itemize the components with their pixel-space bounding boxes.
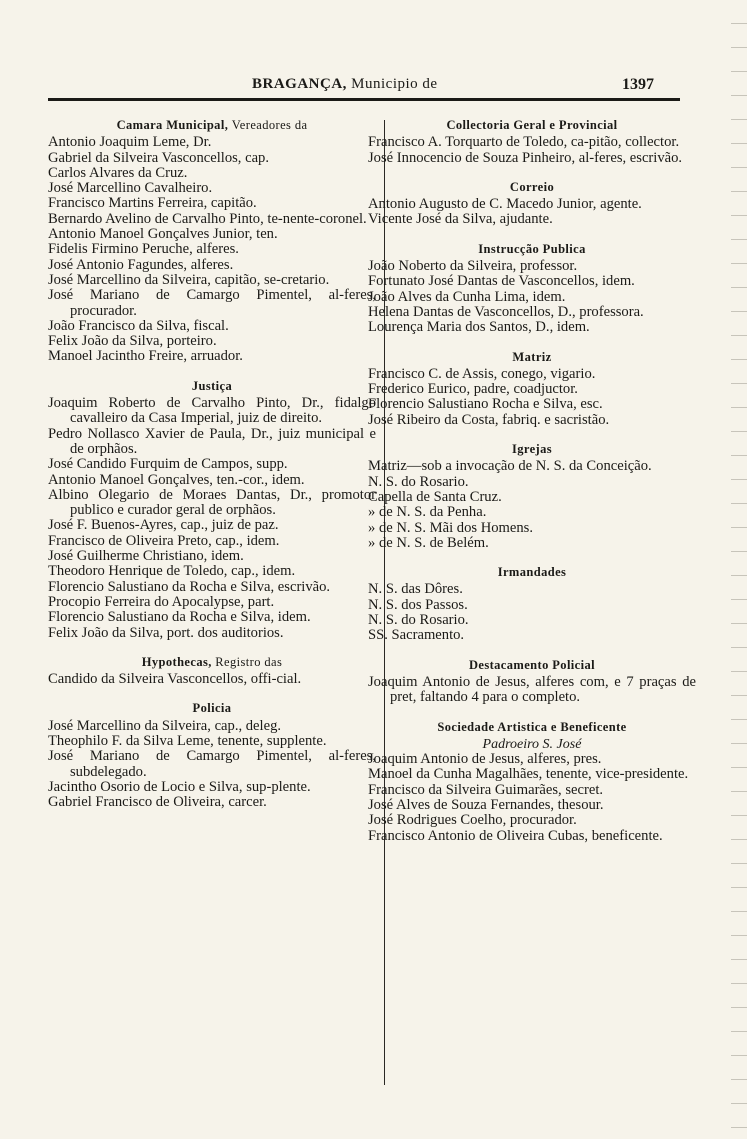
directory-entry: João Francisco da Silva, fiscal. bbox=[48, 317, 229, 334]
directory-entry: N. S. do Rosario. bbox=[368, 612, 469, 629]
section-heading-text: Sociedade Artistica e Beneficente bbox=[437, 719, 627, 734]
directory-entry: Theophilo F. da Silva Leme, tenente, supplente. bbox=[48, 732, 327, 749]
section-policia bbox=[48, 701, 376, 810]
directory-entry: Albino Olegario de Moraes Dantas, Dr., promotor publico e curador geral de orphãos. bbox=[48, 486, 376, 519]
directory-entry: Joaquim Antonio de Jesus, alferes com, e 7 praças de pret, faltando 4 para o completo. bbox=[368, 673, 696, 706]
directory-entry: José Marcellino da Silveira, capitão, se-cretario. bbox=[48, 271, 330, 288]
directory-entry: Capella de Santa Cruz. bbox=[368, 488, 502, 505]
directory-entry: João Alves da Cunha Lima, idem. bbox=[368, 288, 566, 305]
section-heading-text: Collectoria Geral e Provincial bbox=[446, 118, 618, 132]
directory-entry: Manoel da Cunha Magalhães, tenente, vice-presidente. bbox=[368, 766, 689, 783]
directory-entry: Florencio Salustiano da Rocha e Silva, escrivão. bbox=[48, 578, 331, 595]
directory-entry: Florencio Salustiano da Rocha e Silva, idem. bbox=[48, 609, 311, 626]
section-sociedade-artistica-e-beneficente bbox=[368, 720, 696, 844]
directory-entry: José Innocencio de Souza Pinheiro, al-feres, escrivão. bbox=[368, 149, 683, 166]
section-heading-suffix: Registro das bbox=[215, 654, 283, 669]
directory-entry: José Mariano de Camargo Pimentel, al-feres, procurador. bbox=[48, 287, 376, 319]
section-heading bbox=[48, 379, 376, 394]
section-destacamento-policial bbox=[368, 658, 696, 706]
directory-entry: Francisco Antonio de Oliveira Cubas, beneficente. bbox=[368, 827, 663, 844]
section-heading-text: Justiça bbox=[191, 378, 233, 393]
directory-entry: José Candido Furquim de Campos, supp. bbox=[48, 456, 288, 473]
directory-entry: Felix João da Silva, porteiro. bbox=[48, 333, 217, 350]
page-edge-shadow bbox=[731, 0, 747, 1139]
directory-entry: Pedro Nollasco Xavier de Paula, Dr., juiz municipal e de orphãos. bbox=[48, 425, 376, 457]
directory-entry: José F. Buenos-Ayres, cap., juiz de paz. bbox=[48, 517, 279, 534]
directory-entry: Theodoro Henrique de Toledo, cap., idem. bbox=[48, 563, 296, 580]
section-correio bbox=[368, 180, 696, 228]
directory-entry: Matriz—sob a invocação de N. S. da Conceição. bbox=[368, 458, 652, 475]
directory-entry: José Marcellino Cavalheiro. bbox=[48, 180, 213, 197]
section-heading-text: Hypothecas, bbox=[141, 654, 212, 669]
directory-entry: Candido da Silveira Vasconcellos, offi-cial. bbox=[48, 671, 302, 688]
section-heading bbox=[48, 701, 376, 716]
directory-entry: Joaquim Antonio de Jesus, alferes, pres. bbox=[368, 751, 602, 768]
directory-entry: João Noberto da Silveira, professor. bbox=[368, 258, 578, 275]
directory-entry: N. S. do Rosario. bbox=[368, 473, 469, 490]
directory-entry: Jacintho Osorio de Locio e Silva, sup-plente. bbox=[48, 778, 311, 795]
directory-entry: Joaquim Roberto de Carvalho Pinto, Dr., fidalgo cavalleiro da Casa Imperial, juiz de direito. bbox=[48, 395, 376, 427]
section-heading-text: Igrejas bbox=[511, 442, 553, 457]
section-heading-text: Destacamento Policial bbox=[468, 657, 596, 672]
section-irmandades bbox=[368, 565, 696, 643]
section-heading-suffix: Vereadores da bbox=[231, 118, 308, 132]
section-heading bbox=[48, 655, 376, 670]
city-name: BRAGANÇA, bbox=[252, 76, 347, 92]
directory-entry: Antonio Augusto de C. Macedo Junior, agente. bbox=[368, 196, 642, 213]
section-heading-text: Matriz bbox=[512, 349, 552, 364]
directory-entry: Helena Dantas de Vasconcellos, D., professora. bbox=[368, 303, 644, 320]
directory-entry: Antonio Joaquim Leme, Dr. bbox=[48, 134, 212, 151]
section-igrejas bbox=[368, 442, 696, 551]
directory-entry: Manoel Jacintho Freire, arruador. bbox=[48, 348, 243, 365]
municipio-label: Municipio de bbox=[351, 76, 438, 92]
directory-entry: José Mariano de Camargo Pimentel, al-feres, subdelegado. bbox=[48, 748, 376, 780]
directory-entry: SS. Sacramento. bbox=[368, 627, 465, 644]
directory-entry: Gabriel da Silveira Vasconcellos, cap. bbox=[48, 149, 269, 166]
section-heading bbox=[368, 242, 696, 257]
directory-entry: Gabriel Francisco de Oliveira, carcer. bbox=[48, 794, 267, 811]
directory-entry: » de N. S. de Belém. bbox=[368, 534, 489, 551]
section-heading bbox=[368, 658, 696, 673]
section-justica bbox=[48, 379, 376, 641]
section-heading bbox=[368, 350, 696, 365]
section-heading-text: Irmandades bbox=[497, 565, 567, 580]
directory-entry: Francisco de Oliveira Preto, cap., idem. bbox=[48, 532, 280, 549]
directory-entry: » de N. S. da Penha. bbox=[368, 504, 487, 521]
directory-entry: N. S. dos Passos. bbox=[368, 596, 468, 613]
section-hypothecas bbox=[48, 655, 376, 688]
section-heading bbox=[368, 720, 696, 735]
directory-entry: José Ribeiro da Costa, fabriq. e sacristão. bbox=[368, 411, 610, 428]
section-heading bbox=[368, 565, 696, 580]
page-header bbox=[0, 76, 747, 100]
section-collectoria-geral-e-provincial bbox=[368, 118, 696, 166]
directory-entry: Francisco Martins Ferreira, capitão. bbox=[48, 195, 257, 212]
directory-entry: Lourença Maria dos Santos, D., idem. bbox=[368, 319, 590, 336]
running-title bbox=[252, 76, 438, 93]
section-heading bbox=[368, 442, 696, 457]
header-rule bbox=[48, 98, 680, 101]
directory-entry: Frederico Eurico, padre, coadjuctor. bbox=[368, 381, 578, 398]
section-heading bbox=[368, 118, 696, 133]
directory-entry: José Marcellino da Silveira, cap., deleg. bbox=[48, 717, 282, 734]
directory-entry: » de N. S. Mãi dos Homens. bbox=[368, 519, 533, 536]
right-column bbox=[368, 118, 696, 858]
directory-entry: Fidelis Firmino Peruche, alferes. bbox=[48, 241, 239, 258]
section-heading bbox=[48, 118, 376, 133]
directory-entry: Florencio Salustiano Rocha e Silva, esc. bbox=[368, 396, 603, 413]
directory-entry: Procopio Ferreira do Apocalypse, part. bbox=[48, 593, 275, 610]
page-number: 1397 bbox=[622, 76, 654, 93]
directory-entry: José Antonio Fagundes, alferes. bbox=[48, 256, 234, 273]
directory-entry: Francisco A. Torquarto de Toledo, ca-pitão, collector. bbox=[368, 134, 680, 151]
section-instruccao-publica bbox=[368, 242, 696, 336]
directory-entry: N. S. das Dôres. bbox=[368, 581, 463, 598]
directory-entry: José Rodrigues Coelho, procurador. bbox=[368, 812, 577, 829]
section-heading-text: Policia bbox=[192, 701, 232, 716]
section-heading-text: Correio bbox=[509, 179, 555, 194]
section-heading-text: Camara Municipal, bbox=[116, 118, 229, 132]
directory-entry: Antonio Manoel Gonçalves Junior, ten. bbox=[48, 226, 278, 243]
directory-entry: Vicente José da Silva, ajudante. bbox=[368, 211, 553, 228]
section-matriz bbox=[368, 350, 696, 428]
directory-entry: Antonio Manoel Gonçalves, ten.-cor., idem. bbox=[48, 471, 305, 488]
directory-entry: Bernardo Avelino de Carvalho Pinto, te-nente-coronel. bbox=[48, 210, 367, 227]
directory-entry: Carlos Alvares da Cruz. bbox=[48, 164, 188, 181]
directory-entry: Fortunato José Dantas de Vasconcellos, idem. bbox=[368, 273, 635, 290]
section-heading bbox=[368, 180, 696, 195]
directory-entry: Felix João da Silva, port. dos auditorios. bbox=[48, 624, 284, 641]
directory-entry: José Guilherme Christiano, idem. bbox=[48, 548, 244, 565]
directory-entry: Francisco C. de Assis, conego, vigario. bbox=[368, 365, 596, 382]
section-subheading: Padroeiro S. José bbox=[482, 736, 582, 752]
directory-entry: José Alves de Souza Fernandes, thesour. bbox=[368, 796, 604, 813]
directory-entry: Francisco da Silveira Guimarães, secret. bbox=[368, 781, 604, 798]
section-heading-text: Instrucção Publica bbox=[478, 241, 586, 256]
section-camara-municipal bbox=[48, 118, 376, 365]
left-column bbox=[48, 118, 376, 824]
